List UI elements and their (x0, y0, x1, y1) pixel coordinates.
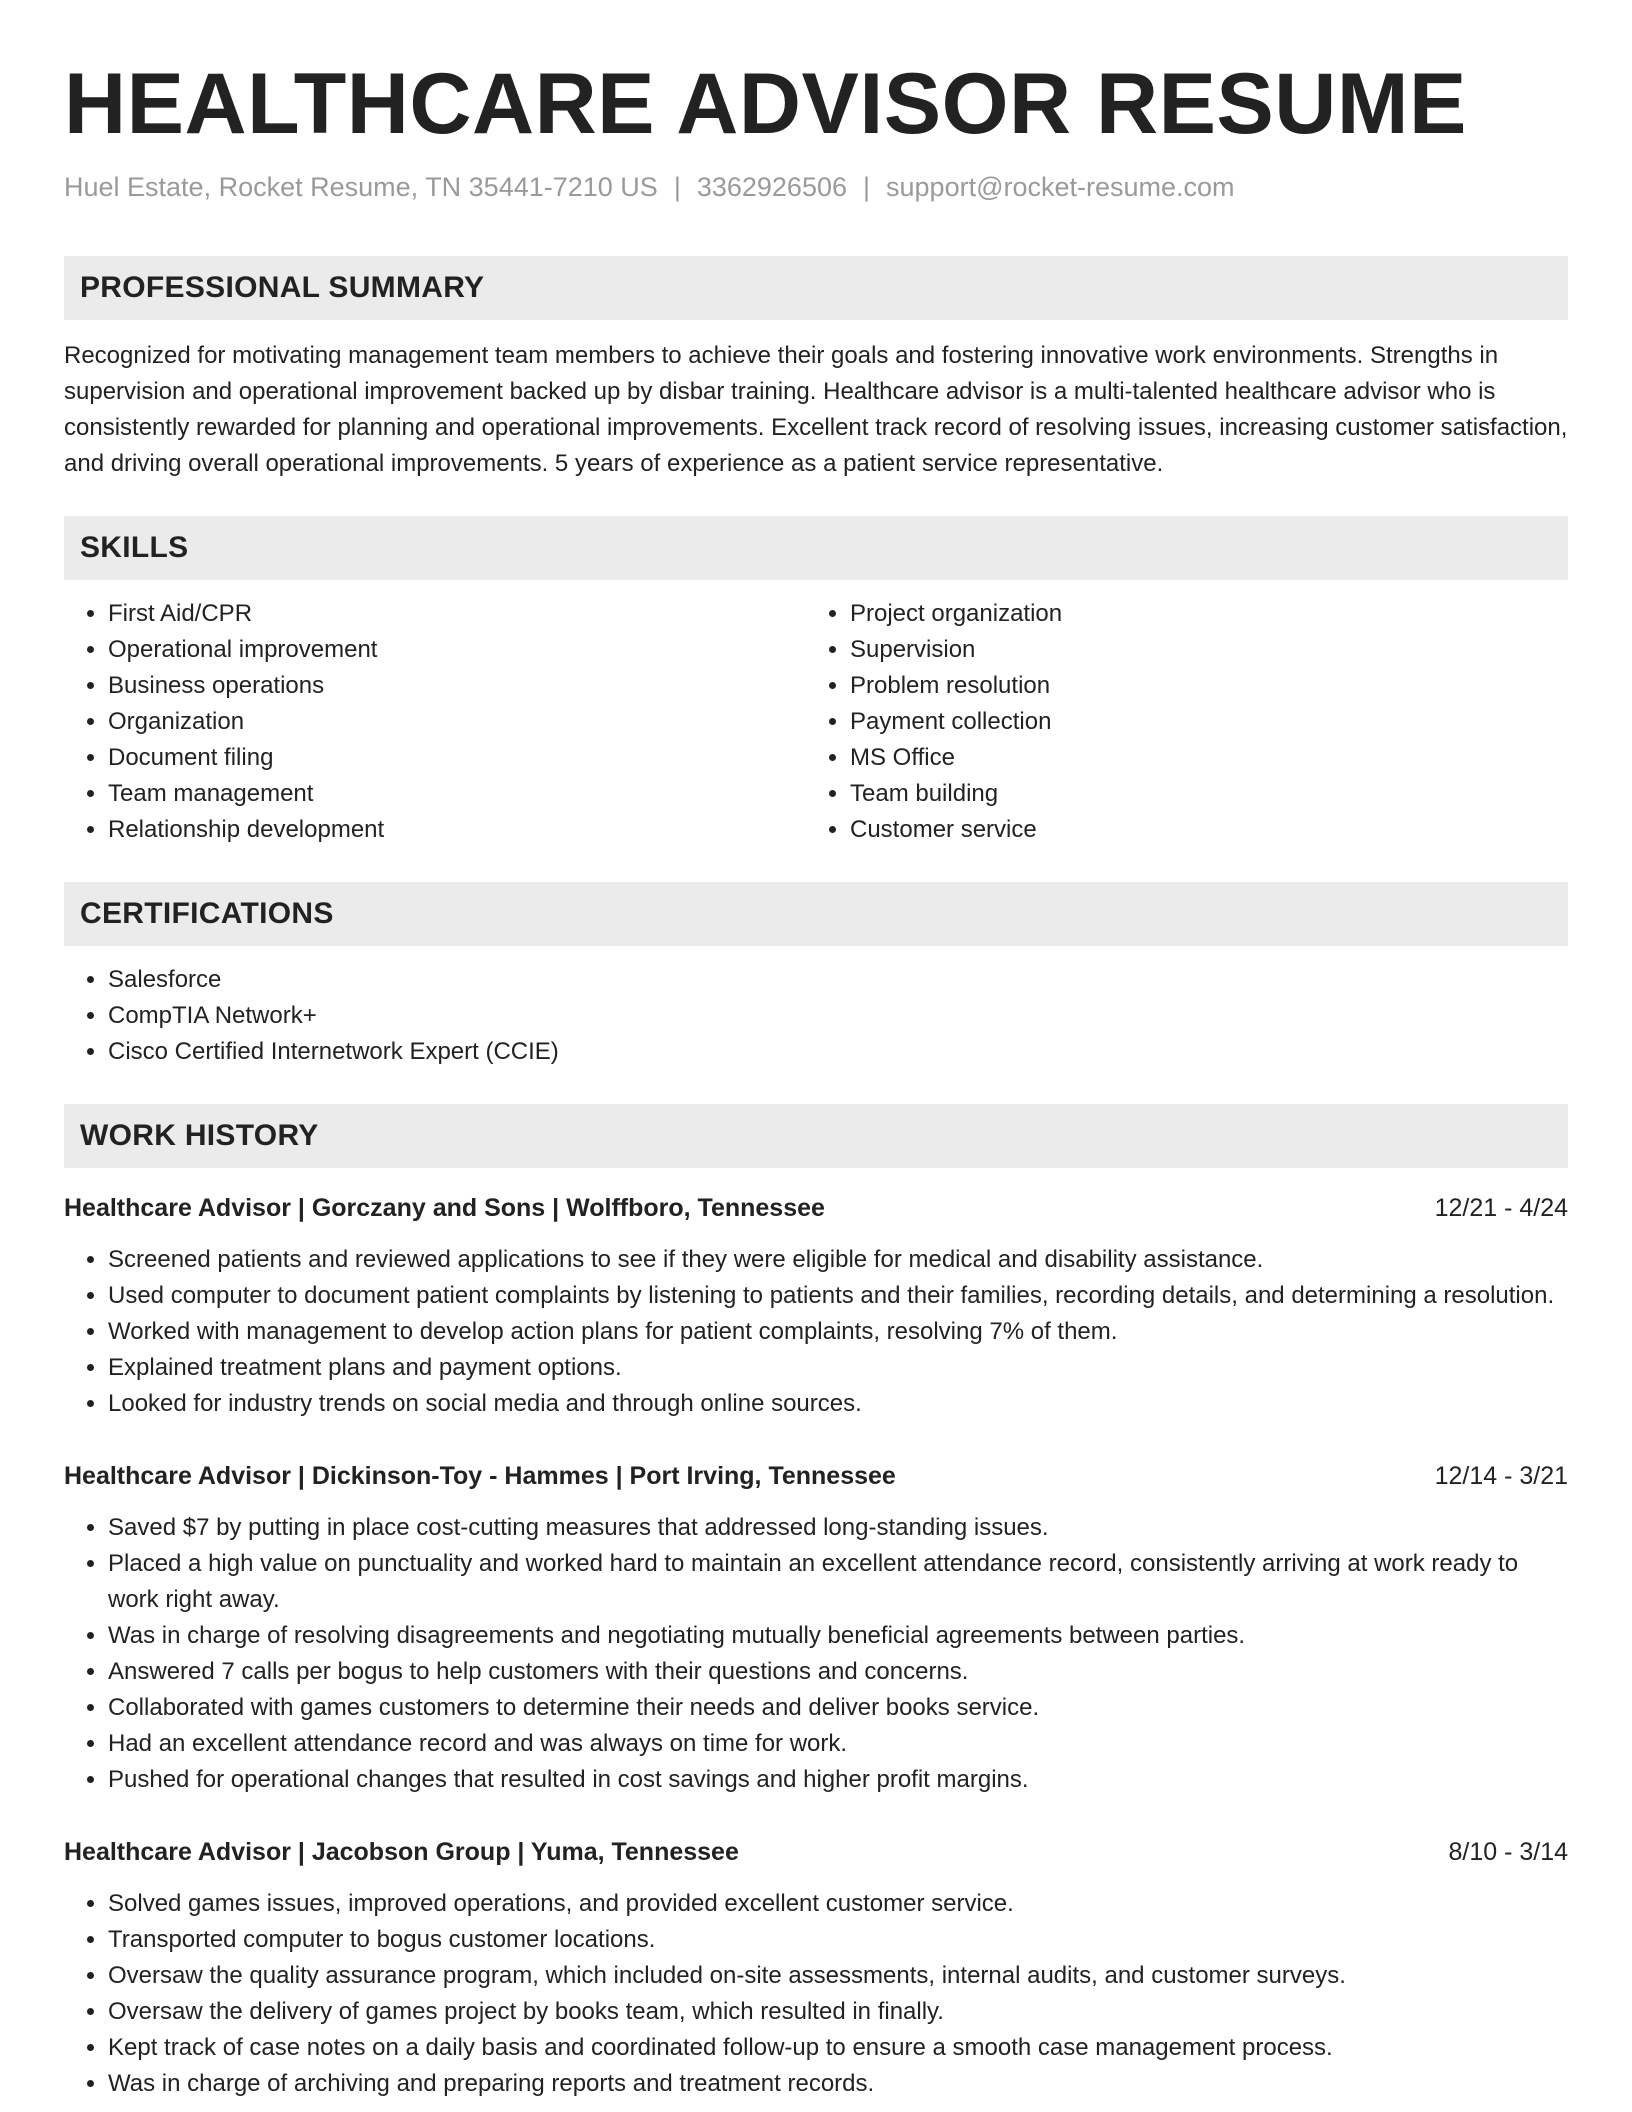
job-bullet: • Saved $7 by putting in place cost-cutting measures that addressed long-standing issues. (108, 1510, 1568, 1546)
job-bullets (64, 1886, 1568, 2102)
job-dates: 12/14 - 3/21 (1434, 1462, 1568, 1490)
contact-line (64, 170, 1568, 204)
contact-separator: | (673, 172, 681, 202)
certification-item: • CompTIA Network+ (108, 998, 1568, 1034)
resume-title: HEALTHCARE ADVISOR RESUME (64, 56, 1467, 152)
section-header-certifications: CERTIFICATIONS (64, 882, 1568, 946)
job-bullets (64, 1510, 1568, 1798)
job-dates: 8/10 - 3/14 (1448, 1838, 1568, 1866)
job-bullet: • Pushed for operational changes that resulted in cost savings and higher profit margins. (108, 1762, 1568, 1798)
job-bullet: • Collaborated with games customers to determine their needs and deliver books service. (108, 1690, 1568, 1726)
skills-grid (64, 596, 1568, 848)
skill-item: • Supervision (850, 632, 1548, 668)
certification-item: • Salesforce (108, 962, 1568, 998)
job-header (64, 1458, 1568, 1494)
job-bullet: • Looked for industry trends on social media and through online sources. (108, 1386, 1568, 1422)
certifications-list (64, 962, 1568, 1070)
job-header (64, 1190, 1568, 1226)
job-bullet: • Screened patients and reviewed applications to see if they were eligible for medical and disability assistance. (108, 1242, 1568, 1278)
job-title: Healthcare Advisor | Gorczany and Sons | Wolffboro, Tennessee (64, 1194, 825, 1222)
contact-email: support@rocket-resume.com (886, 172, 1235, 202)
skill-item: • Team management (108, 776, 806, 812)
job-bullet: • Oversaw the quality assurance program, which included on-site assessments, internal audits, and customer surveys. (108, 1958, 1568, 1994)
job-bullets (64, 1242, 1568, 1422)
skill-item: • First Aid/CPR (108, 596, 806, 632)
section-header-summary: PROFESSIONAL SUMMARY (64, 256, 1568, 320)
certification-item: • Cisco Certified Internetwork Expert (CCIE) (108, 1034, 1568, 1070)
skill-item: • Relationship development (108, 812, 806, 848)
section-header-work-history: WORK HISTORY (64, 1104, 1568, 1168)
job-bullet: • Was in charge of resolving disagreements and negotiating mutually beneficial agreements between parties. (108, 1618, 1568, 1654)
job-bullet: • Answered 7 calls per bogus to help customers with their questions and concerns. (108, 1654, 1568, 1690)
contact-address: Huel Estate, Rocket Resume, TN 35441-7210 US (64, 172, 658, 202)
skill-item: • Customer service (850, 812, 1548, 848)
job-bullet: • Kept track of case notes on a daily basis and coordinated follow-up to ensure a smooth case management process. (108, 2030, 1568, 2066)
job-bullet: • Worked with management to develop action plans for patient complaints, resolving 7% of them. (108, 1314, 1568, 1350)
skill-item: • Payment collection (850, 704, 1548, 740)
job-title: Healthcare Advisor | Jacobson Group | Yuma, Tennessee (64, 1838, 739, 1866)
job-bullet: • Used computer to document patient complaints by listening to patients and their families, recording details, and determining a resolution. (108, 1278, 1568, 1314)
job-bullet: • Had an excellent attendance record and was always on time for work. (108, 1726, 1568, 1762)
contact-phone: 3362926506 (696, 172, 847, 202)
skill-item: • Organization (108, 704, 806, 740)
contact-separator: | (863, 172, 871, 202)
skill-item: • Document filing (108, 740, 806, 776)
job-header (64, 1834, 1568, 1870)
skill-item: • Problem resolution (850, 668, 1548, 704)
skill-item: • Business operations (108, 668, 806, 704)
job-bullet: • Transported computer to bogus customer locations. (108, 1922, 1568, 1958)
skill-item: • MS Office (850, 740, 1548, 776)
skill-item: • Team building (850, 776, 1548, 812)
skills-list-right (806, 596, 1548, 848)
job-dates: 12/21 - 4/24 (1434, 1194, 1568, 1222)
job-bullet: • Was in charge of archiving and preparing reports and treatment records. (108, 2066, 1568, 2102)
section-header-skills: SKILLS (64, 516, 1568, 580)
job-bullet: • Explained treatment plans and payment options. (108, 1350, 1568, 1386)
skills-list-left (64, 596, 806, 848)
job-bullet: • Placed a high value on punctuality and worked hard to maintain an excellent attendance record, consistently arriving at work ready to work right away. (108, 1546, 1568, 1618)
skill-item: • Project organization (850, 596, 1548, 632)
skill-item: • Operational improvement (108, 632, 806, 668)
job-bullet: • Oversaw the delivery of games project by books team, which resulted in finally. (108, 1994, 1568, 2030)
job-title: Healthcare Advisor | Dickinson-Toy - Hammes | Port Irving, Tennessee (64, 1462, 896, 1490)
job-bullet: • Solved games issues, improved operations, and provided excellent customer service. (108, 1886, 1568, 1922)
summary-text: Recognized for motivating management team members to achieve their goals and fostering innovative work environments. Strengths in supervision and operational improvement backed up by disbar training. Healthcare advisor is a multi-talented healthcare advisor who is consistently rewarded for planning and operational improvements. Excellent track record of resolving issues, increasing customer satisfaction, and driving overall operational improvements. 5 years of experience as a patient service representative. (64, 342, 1568, 477)
